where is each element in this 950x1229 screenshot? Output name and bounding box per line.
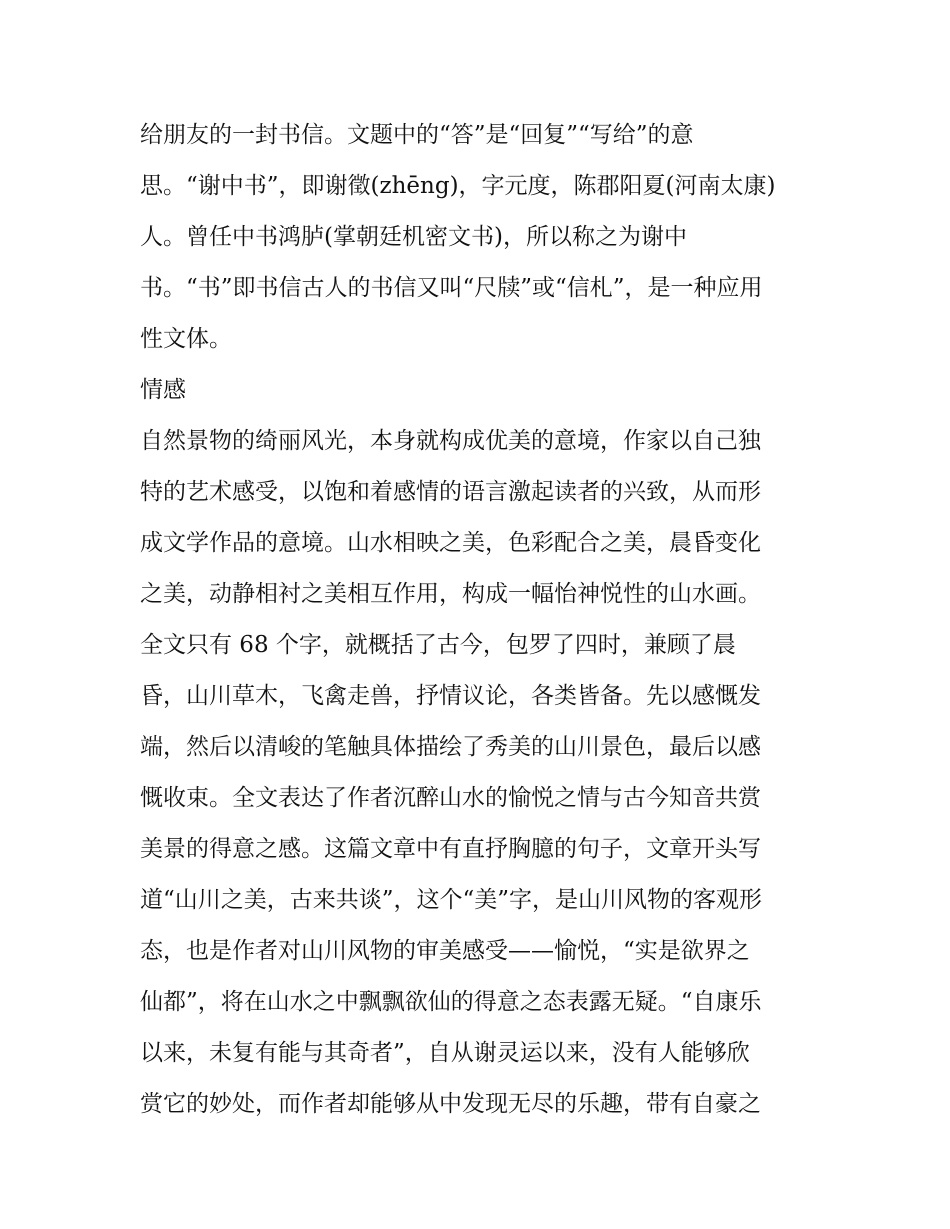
body-text [140, 110, 820, 1130]
text-line: 书。“书”即书信古人的书信又叫“尺牍”或“信札”，是一种应用 [140, 275, 763, 301]
text-line: 仙都”，将在山水之中飘飘欲仙的得意之态表露无疑。“自康乐 [140, 989, 762, 1015]
text-line: 昏，山川草木，飞禽走兽，抒情议论，各类皆备。先以感慨发 [140, 683, 761, 709]
text-line: 美景的得意之感。这篇文章中有直抒胸臆的句子，文章开头写 [140, 836, 761, 862]
section-heading: 情感 [140, 377, 186, 403]
text-line: 人。曾任中书鸿胪(掌朝廷机密文书)，所以称之为谢中 [140, 224, 687, 250]
text-line: 性文体。 [140, 326, 232, 352]
text-line: 成文学作品的意境。山水相映之美，色彩配合之美，晨昏变化 [140, 530, 761, 556]
text-line: 态，也是作者对山川风物的审美感受——愉悦，“实是欲界之 [140, 938, 750, 964]
text-line: 给朋友的一封书信。文题中的“答”是“回复”“写给”的意 [140, 122, 694, 148]
text-line: 特的艺术感受，以饱和着感情的语言激起读者的兴致，从而形 [140, 479, 761, 505]
text-line: 赏它的妙处，而作者却能够从中发现无尽的乐趣，带有自豪之 [140, 1091, 761, 1117]
text-line: 之美，动静相衬之美相互作用，构成一幅怡神悦性的山水画。 [140, 581, 761, 607]
text-line: 道“山川之美，古来共谈”，这个“美”字，是山川风物的客观形 [140, 887, 763, 913]
text-line: 全文只有 68 个字，就概括了古今，包罗了四时，兼顾了晨 [140, 632, 736, 658]
text-line: 慨收束。全文表达了作者沉醉山水的愉悦之情与古今知音共赏 [140, 785, 761, 811]
text-line: 自然景物的绮丽风光，本身就构成优美的意境，作家以自己独 [140, 428, 761, 454]
text-line: 思。“谢中书”，即谢徵(zhēng)，字元度，陈郡阳夏(河南太康) [140, 173, 776, 199]
text-line: 以来，未复有能与其奇者”，自从谢灵运以来，没有人能够欣 [140, 1040, 750, 1066]
text-line: 端，然后以清峻的笔触具体描绘了秀美的山川景色，最后以感 [140, 734, 761, 760]
